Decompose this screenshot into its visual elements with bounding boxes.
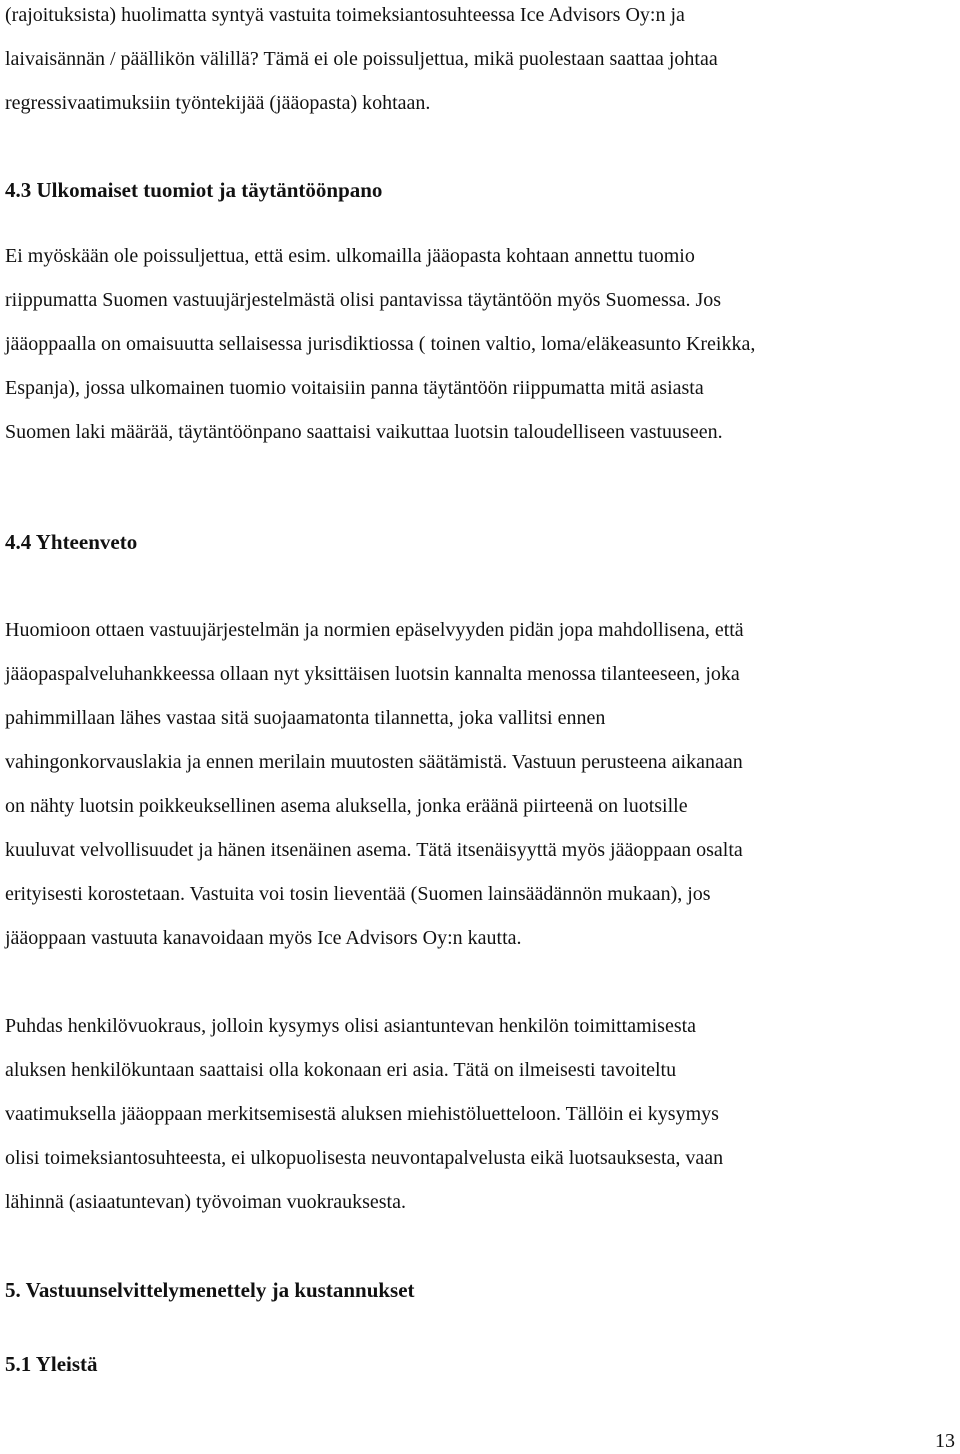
paragraph-line: aluksen henkilökuntaan saattaisi olla kokonaan eri asia. Tätä on ilmeisesti tavoiteltu — [5, 1059, 677, 1081]
paragraph-line: jääoppaan vastuuta kanavoidaan myös Ice Advisors Oy:n kautta. — [5, 927, 522, 949]
paragraph-line: erityisesti korostetaan. Vastuita voi tosin lieventää (Suomen lainsäädännön mukaan), jos — [5, 883, 711, 905]
section-heading-5: 5. Vastuunselvittelymenettely ja kustannukset — [5, 1278, 415, 1302]
paragraph-line: vaatimuksella jääoppaan merkitsemisestä aluksen miehistöluetteloon. Tällöin ei kysymys — [5, 1103, 719, 1125]
page-number: 13 — [935, 1430, 955, 1452]
paragraph-4 — [5, 1004, 723, 1224]
paragraph-2 — [5, 234, 755, 454]
paragraph-line: vahingonkorvauslakia ja ennen merilain muutosten säätämistä. Vastuun perusteena aikanaan — [5, 751, 743, 773]
paragraph-line: pahimmillaan lähes vastaa sitä suojaamatonta tilannetta, joka vallitsi ennen — [5, 707, 606, 729]
paragraph-line: Suomen laki määrää, täytäntöönpano saattaisi vaikuttaa luotsin taloudelliseen vastuuseen. — [5, 421, 723, 443]
paragraph-line: Puhdas henkilövuokraus, jolloin kysymys olisi asiantuntevan henkilön toimittamisesta — [5, 1015, 697, 1037]
paragraph-line: (rajoituksista) huolimatta syntyä vastuita toimeksiantosuhteessa Ice Advisors Oy:n ja — [5, 4, 685, 26]
paragraph-line: on nähty luotsin poikkeuksellinen asema aluksella, jonka eräänä piirteenä on luotsille — [5, 795, 688, 817]
section-heading-4-4: 4.4 Yhteenveto — [5, 530, 138, 554]
section-heading-4-3: 4.3 Ulkomaiset tuomiot ja täytäntöönpano — [5, 178, 383, 202]
paragraph-line: Huomioon ottaen vastuujärjestelmän ja normien epäselvyyden pidän jopa mahdollisena, että — [5, 619, 744, 641]
paragraph-1 — [5, 0, 718, 125]
paragraph-line: olisi toimeksiantosuhteesta, ei ulkopuolisesta neuvontapalvelusta eikä luotsauksesta, vaan — [5, 1147, 724, 1169]
paragraph-line: Ei myöskään ole poissuljettua, että esim. ulkomailla jääopasta kohtaan annettu tuomio — [5, 245, 695, 267]
paragraph-line: Espanja), jossa ulkomainen tuomio voitaisiin panna täytäntöön riippumatta mitä asiasta — [5, 377, 704, 399]
paragraph-line: lähinnä (asiaatuntevan) työvoiman vuokrauksesta. — [5, 1191, 406, 1213]
paragraph-line: riippumatta Suomen vastuujärjestelmästä olisi pantavissa täytäntöön myös Suomessa. Jos — [5, 289, 722, 311]
paragraph-line: regressivaatimuksiin työntekijää (jääopasta) kohtaan. — [5, 92, 431, 114]
paragraph-line: kuuluvat velvollisuudet ja hänen itsenäinen asema. Tätä itsenäisyyttä myös jääoppaan osalta — [5, 839, 743, 861]
paragraph-line: jääopaspalveluhankkeessa ollaan nyt yksittäisen luotsin kannalta menossa tilanteeseen, joka — [5, 663, 740, 685]
section-heading-5-1: 5.1 Yleistä — [5, 1352, 98, 1376]
paragraph-3 — [5, 608, 744, 960]
paragraph-line: jääoppaalla on omaisuutta sellaisessa jurisdiktiossa ( toinen valtio, loma/eläkeasunto Kreikka, — [5, 333, 756, 355]
paragraph-line: laivaisännän / päällikön välillä? Tämä ei ole poissuljettua, mikä puolestaan saattaa johtaa — [5, 48, 718, 70]
